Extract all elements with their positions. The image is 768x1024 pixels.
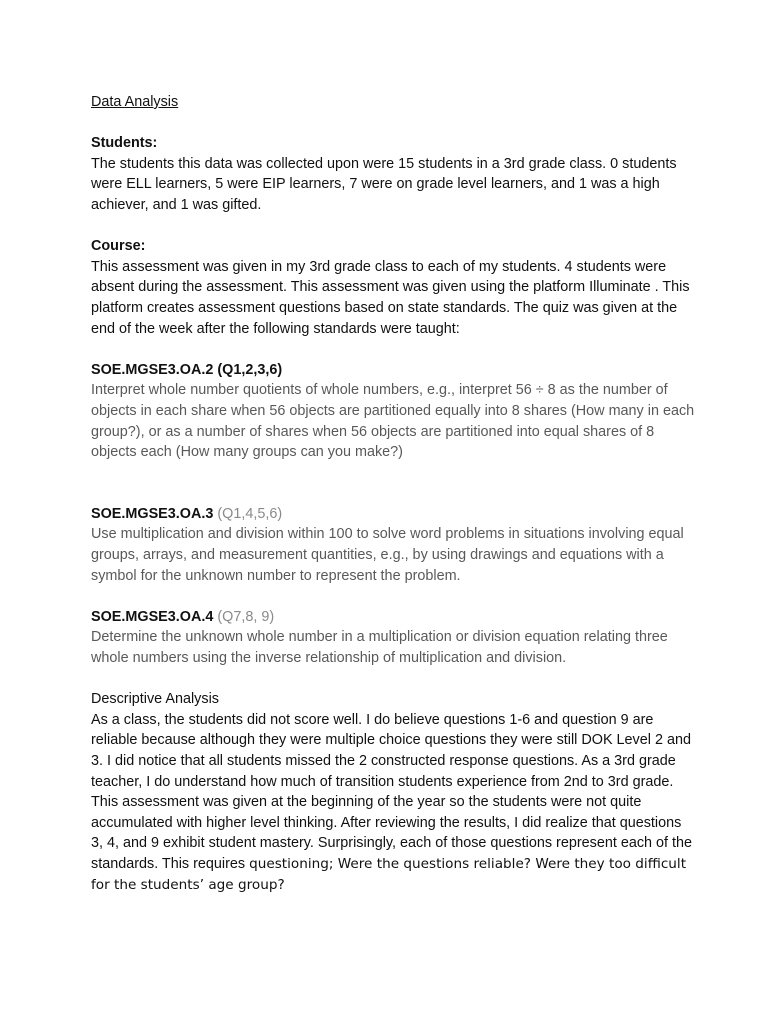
standard-code: SOE.MGSE3.OA.3 bbox=[91, 505, 214, 522]
students-paragraph: The students this data was collected upon were 15 students in a 3rd grade class. 0 students were ELL learners, 5 were EIP learners, 7 were on grade level learners, and 1 was a high achiever, and 1 was gifted. bbox=[91, 155, 677, 213]
standard-description-oa2: Interpret whole number quotients of whole numbers, e.g., interpret 56 ÷ 8 as the number of objects in each share when 56 objects are partitioned equally into 8 shares (How many in each group?), or as a number of shares when 56 objects are partitioned into equal shares of 8 objects each (How many groups can you make?) bbox=[91, 382, 695, 461]
standard-questions: (Q7,8, 9) bbox=[213, 608, 275, 625]
spacer bbox=[91, 463, 696, 504]
spacer bbox=[91, 669, 696, 690]
spacer bbox=[91, 113, 696, 134]
standard-questions: (Q1,4,5,6) bbox=[213, 505, 283, 522]
students-heading: Students: bbox=[91, 135, 158, 152]
descriptive-text: As a class, the students did not score well. I do believe questions 1-6 and question 9 are reliable because although they were multiple choice questions they were still DOK Level 2 and 3. I did notice that all students missed the 2 constructed response questions. As a 3rd grade teacher, I do understand how much of transition students experience from 2nd to 3rd grade. This assessment was given at the beginning of the year so the students were not quite accumulated with higher level thinking. After reviewing the results, I did realize that questions 3, 4, and 9 exhibit student mastery. Surprisingly, each of those questions represent each of the standards. This requires bbox=[91, 711, 693, 872]
descriptive-text-tail: questioning; Were the questions reliable? Were they too difficult for the students’ age group? bbox=[91, 855, 687, 893]
standard-code: SOE.MGSE3.OA.2 bbox=[91, 361, 214, 378]
standard-heading-oa2 bbox=[91, 360, 696, 381]
spacer bbox=[91, 216, 696, 237]
course-paragraph: This assessment was given in my 3rd grade class to each of my students. 4 students were absent during the assessment. This assessment was given using the platform Illuminate . This platform creates assessment questions based on state standards. The quiz was given at the end of the week after the following standards were taught: bbox=[91, 258, 690, 337]
standard-heading-oa3 bbox=[91, 504, 696, 525]
standard-code: SOE.MGSE3.OA.4 bbox=[91, 608, 214, 625]
document-title: Data Analysis bbox=[91, 94, 179, 110]
document-body bbox=[91, 92, 696, 895]
spacer bbox=[91, 339, 696, 360]
spacer bbox=[91, 586, 696, 607]
course-heading: Course: bbox=[91, 238, 146, 255]
descriptive-analysis-heading: Descriptive Analysis bbox=[91, 691, 219, 708]
standard-description-oa4: Determine the unknown whole number in a multiplication or division equation relating three whole numbers using the inverse relationship of multiplication and division. bbox=[91, 629, 668, 667]
descriptive-analysis-paragraph bbox=[91, 710, 696, 895]
standard-description-oa3: Use multiplication and division within 100 to solve word problems in situations involving equal groups, arrays, and measurement quantities, e.g., by using drawings and equations with a symbol for the unknown number to represent the problem. bbox=[91, 526, 684, 584]
standard-heading-oa4 bbox=[91, 607, 696, 628]
standard-questions: (Q1,2,3,6) bbox=[213, 361, 283, 378]
